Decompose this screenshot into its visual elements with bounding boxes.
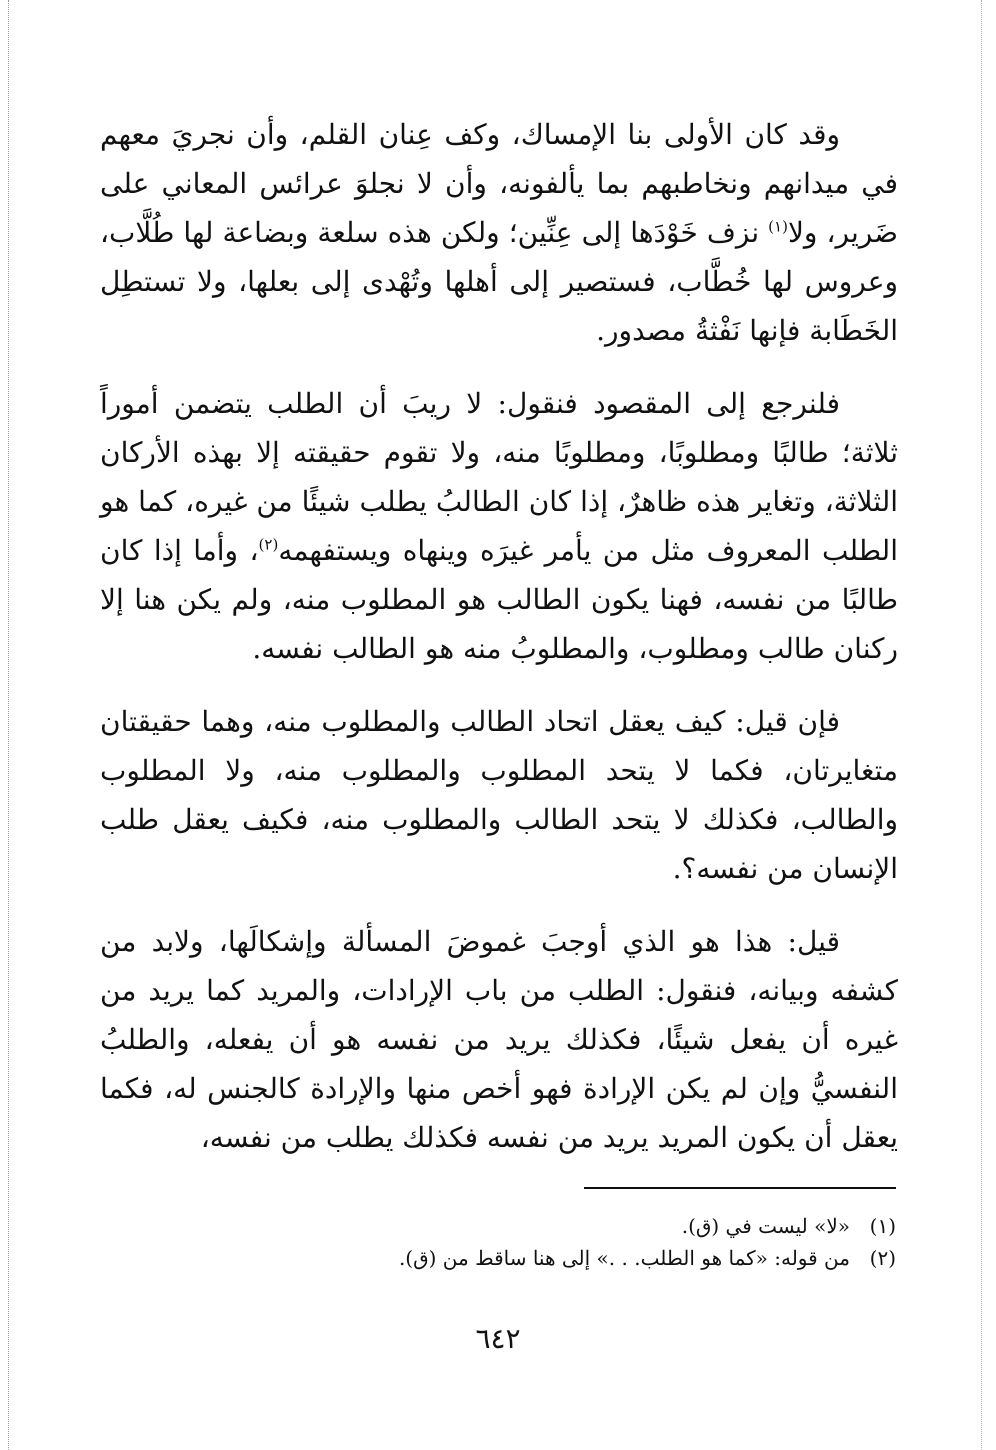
scan-edge-left — [8, 0, 9, 1450]
paragraph-2 — [100, 379, 898, 673]
scan-edge-right — [981, 0, 982, 1450]
footnotes — [98, 1210, 896, 1274]
paragraph-3-text: فإن قيل: كيف يعقل اتحاد الطالب والمطلوب منه، وهما حقيقتان متغايرتان، فكما لا يتحد المطلوب والمطلوب منه، ولا المطلوب والطالب، فكذلك لا يتحد الطالب والمطلوب منه، فكيف يعقل طلب الإنسان من نفسه؟. — [100, 705, 898, 885]
footnote-2-text: من قوله: «كما هو الطلب. . .» إلى هنا ساقط من (ق). — [398, 1246, 850, 1270]
paragraph-1 — [100, 110, 898, 355]
paragraph-1-text-a: وقد كان الأولى بنا الإمساك، وكف عِنان القلم، وأن نجريَ معهم في ميدانهم ونخاطبهم بما يألفونه، وأن لا نجلوَ عرائس المعاني على ضَرير، ولا — [100, 118, 898, 249]
footnote-1 — [98, 1210, 896, 1242]
page-number: ٦٤٢ — [475, 1322, 521, 1355]
footnote-separator — [584, 1187, 896, 1189]
footnote-1-number: (١) — [869, 1214, 896, 1238]
paragraph-4 — [100, 917, 898, 1162]
footnote-2-number: (٢) — [869, 1246, 896, 1270]
paragraph-1-text-b: نزف خَوْدَها إلى عِنِّين؛ ولكن هذه سلعة وبضاعة لها طُلَّاب، وعروس لها خُطَّاب، فستصير إلى أهلها وتُهْدى إلى بعلها، ولا تستطِل الخَطَابة فإنها نَفْثةُ مصدور. — [100, 216, 898, 347]
paragraph-2-text-b: ، وأما إذا كان طالبًا من نفسه، فهنا يكون الطالب هو المطلوب منه، ولم يكن هنا إلا ركنان طالب ومطلوب، والمطلوبُ منه هو الطالب نفسه. — [100, 534, 898, 665]
paragraph-3 — [100, 697, 898, 893]
main-text — [100, 110, 898, 1186]
footnote-ref-1: (١) — [768, 217, 788, 236]
paragraph-2-text-a: فلنرجع إلى المقصود فنقول: لا ريبَ أن الطلب يتضمن أموراً ثلاثة؛ طالبًا ومطلوبًا، ومطلوبًا منه، ولا تقوم حقيقته إلا بهذه الأركان الثلاثة، وتغاير هذه ظاهرٌ، إذا كان الطالبُ يطلب شيئًا من غيره، كما هو الطلب المعروف مثل من يأمر غيرَه وينهاه ويستفهمه — [100, 387, 898, 567]
paragraph-4-text: قيل: هذا هو الذي أوجبَ غموضَ المسألة وإشكالَها، ولابد من كشفه وبيانه، فنقول: الطلب من باب الإرادات، والمريد كما يريد من غيره أن يفعل شيئًا، فكذلك يريد من نفسه هو أن يفعله، والطلبُ النفسيُّ وإن لم يكن الإرادة فهو أخص منها والإرادة كالجنس له، فكما يعقل أن يكون المريد يريد من نفسه فكذلك يطلب من نفسه، — [100, 925, 898, 1154]
footnote-ref-2: (٢) — [258, 535, 279, 554]
footnote-1-text: «لا» ليست في (ق). — [681, 1214, 850, 1238]
footnote-2 — [98, 1242, 896, 1274]
